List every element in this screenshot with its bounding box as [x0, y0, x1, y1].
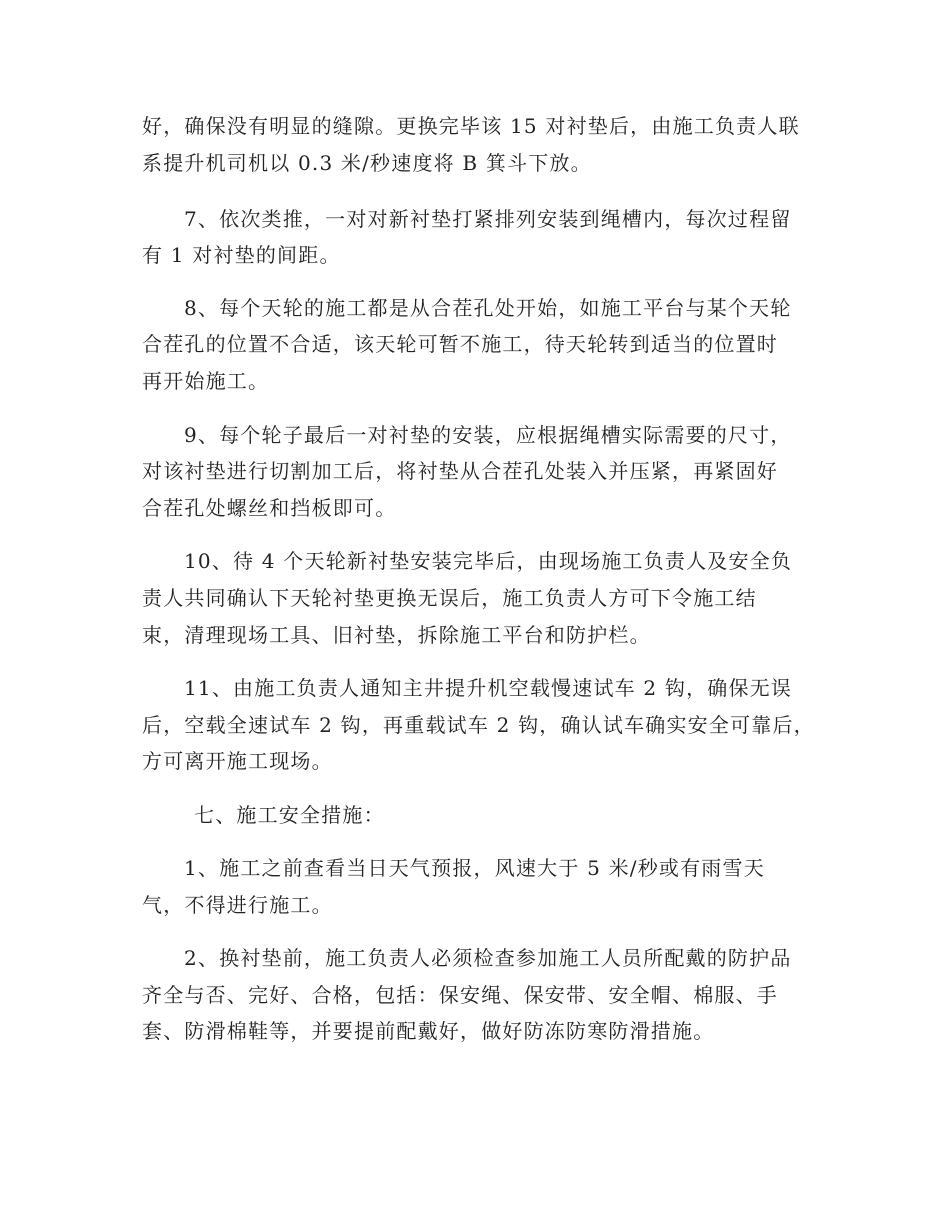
section-heading: 七、施工安全措施：	[194, 803, 385, 827]
text-line: 套、防滑棉鞋等，并要提前配戴好，做好防冻防寒防滑措施。	[142, 1019, 715, 1043]
text-line: 合茬孔的位置不合适，该天轮可暂不施工，待天轮转到适当的位置时	[142, 332, 778, 356]
text-line: 气，不得进行施工。	[142, 893, 333, 917]
text-line: 对该衬垫进行切割加工后，将衬垫从合茬孔处装入并压紧，再紧固好	[142, 459, 778, 483]
text-line: 后，空载全速试车 2 钩，再重载试车 2 钩，确认试车确实安全可靠后，	[142, 713, 815, 737]
text-line: 10、待 4 个天轮新衬垫安装完毕后，由现场施工负责人及安全负	[184, 549, 793, 573]
text-line: 9、每个轮子最后一对衬垫的安装，应根据绳槽实际需要的尺寸，	[184, 423, 792, 447]
text-line: 系提升机司机以 0.3 米/秒速度将 B 箕斗下放。	[142, 151, 592, 175]
text-line: 再开始施工。	[142, 369, 270, 393]
text-line: 方可离开施工现场。	[142, 749, 333, 773]
text-line: 8、每个天轮的施工都是从合茬孔处开始，如施工平台与某个天轮	[184, 296, 792, 320]
text-line: 责人共同确认下天轮衬垫更换无误后，施工负责人方可下令施工结	[142, 586, 757, 610]
text-line: 合茬孔处螺丝和挡板即可。	[142, 496, 397, 520]
text-line: 1、施工之前查看当日天气预报，风速大于 5 米/秒或有雨雪天	[184, 856, 765, 880]
text-line: 7、依次类推，一对对新衬垫打紧排列安装到绳槽内，每次过程留	[184, 207, 792, 231]
text-line: 束，清理现场工具、旧衬垫，拆除施工平台和防护栏。	[142, 623, 651, 647]
text-line: 11、由施工负责人通知主井提升机空载慢速试车 2 钩，确保无误	[184, 676, 793, 700]
text-line: 好，确保没有明显的缝隙。更换完毕该 15 对衬垫后，由施工负责人联	[142, 114, 800, 138]
text-line: 齐全与否、完好、合格，包括：保安绳、保安带、安全帽、棉服、手	[142, 983, 778, 1007]
text-line: 2、换衬垫前，施工负责人必须检查参加施工人员所配戴的防护品	[184, 946, 792, 970]
text-line: 有 1 对衬垫的间距。	[142, 243, 341, 267]
